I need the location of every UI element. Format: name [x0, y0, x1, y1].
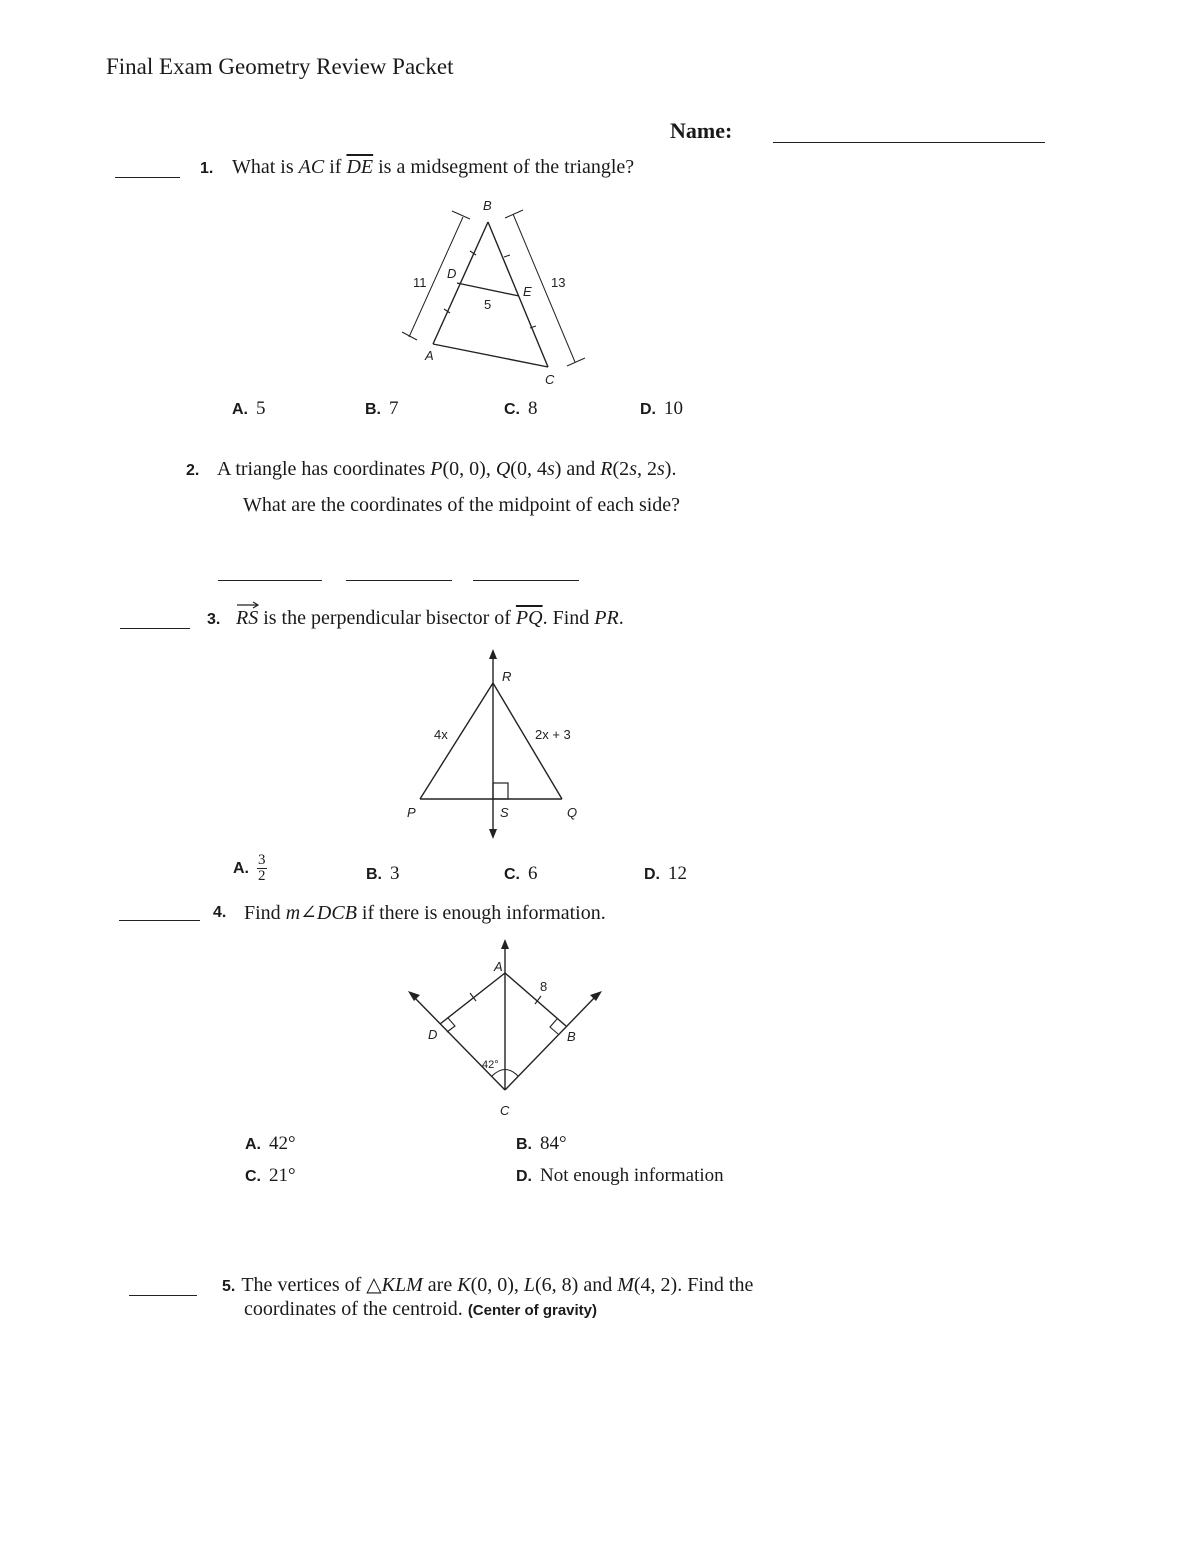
q1-answer-blank[interactable] [115, 177, 180, 178]
q1-side-ac [433, 344, 548, 367]
q1-label-a: A [425, 348, 434, 363]
page-title: Final Exam Geometry Review Packet [106, 54, 454, 79]
q4-choice-c[interactable]: C. 21° [245, 1165, 296, 1186]
q3-label-4x: 4x [434, 727, 448, 742]
q4-label-c: C [500, 1103, 510, 1118]
q3-choice-c[interactable]: C. 6 [504, 863, 538, 884]
q1-label-13: 13 [551, 275, 566, 290]
q4-label-42: 42° [482, 1059, 499, 1071]
q3-label-2x3: 2x + 3 [535, 727, 571, 742]
q5-note: (Center of gravity) [467, 1302, 597, 1319]
q1-side-bc [488, 222, 548, 367]
q2-answer-blank-3[interactable] [473, 580, 579, 581]
q1-number: 1. [200, 160, 214, 177]
name-label: Name: [670, 118, 733, 143]
q4-ray-cb [505, 995, 597, 1090]
q1-label-c: C [545, 372, 555, 387]
q4-choice-d[interactable]: D. Not enough information [516, 1165, 724, 1186]
q1-choice-a[interactable]: A. 5 [232, 398, 266, 419]
q1-label-d: D [447, 266, 457, 281]
q4-segment-ad [440, 973, 505, 1024]
q5-answer-blank[interactable] [129, 1295, 197, 1296]
name-input-line[interactable] [773, 142, 1045, 143]
q1-triangle-figure [395, 192, 595, 392]
q1-midsegment-de [457, 283, 519, 296]
q3-side-pr [420, 683, 493, 799]
q2-text-line2: What are the coordinates of the midpoint of each side? [243, 494, 681, 516]
q4-answer-blank[interactable] [119, 920, 200, 921]
q3-fraction: $\frac{3}{2}$ [258, 852, 266, 884]
q1-label-b: B [483, 198, 492, 213]
q4-label-d: D [428, 1027, 438, 1042]
q2-number: 2. [186, 462, 200, 479]
q3-bisector-figure [390, 645, 590, 840]
q2-answer-blank-1[interactable] [218, 580, 322, 581]
q1-text: What is AC if $\overline{DE}$ is a midsegment of the triangle? [232, 156, 635, 178]
q1-label-11: 11 [413, 275, 427, 290]
q3-label-s: S [500, 805, 509, 820]
q3-text: RS is the perpendicular bisector of $\overline{PQ}$. Find PR. [236, 607, 624, 630]
ray-arrow-icon [236, 601, 260, 609]
q3-answer-blank[interactable] [120, 628, 190, 629]
q1-side-ab [433, 222, 488, 344]
q3-choice-d[interactable]: D. 12 [644, 863, 687, 884]
q2-answer-blank-2[interactable] [346, 580, 452, 581]
q4-segment-ab [505, 973, 566, 1026]
q5-text-line2: coordinates of the centroid. (Center of gravity) [244, 1298, 597, 1320]
q4-choice-a[interactable]: A. 42° [245, 1133, 296, 1154]
q2-text-line1: A triangle has coordinates P(0, 0), Q(0, 4s) and R(2s, 2s). [217, 458, 677, 480]
q4-label-8: 8 [540, 979, 548, 994]
q1-choice-c[interactable]: C. 8 [504, 398, 538, 419]
q1-label-5: 5 [484, 297, 492, 312]
q3-number: 3. [207, 611, 221, 628]
q3-label-q: Q [567, 805, 578, 820]
q4-choice-b[interactable]: B. 84° [516, 1133, 567, 1154]
q3-label-p: P [407, 805, 416, 820]
q1-label-e: E [523, 284, 532, 299]
q5-text-line1: 5. The vertices of △KLM are K(0, 0), L(6, 8) and M(4, 2). Find the [222, 1274, 754, 1296]
q4-label-a: A [494, 959, 503, 974]
q3-label-r: R [502, 669, 512, 684]
q4-label-b: B [567, 1029, 576, 1044]
q4-number: 4. [213, 904, 227, 921]
q4-text: Find m∠DCB if there is enough information. [244, 902, 606, 924]
q1-choice-d[interactable]: D. 10 [640, 398, 683, 419]
q3-choice-b[interactable]: B. 3 [366, 863, 400, 884]
q1-choice-b[interactable]: B. 7 [365, 398, 399, 419]
q4-angle-figure [400, 935, 615, 1125]
q3-choice-a[interactable]: A. $\frac{3}{2}$ [233, 852, 266, 884]
